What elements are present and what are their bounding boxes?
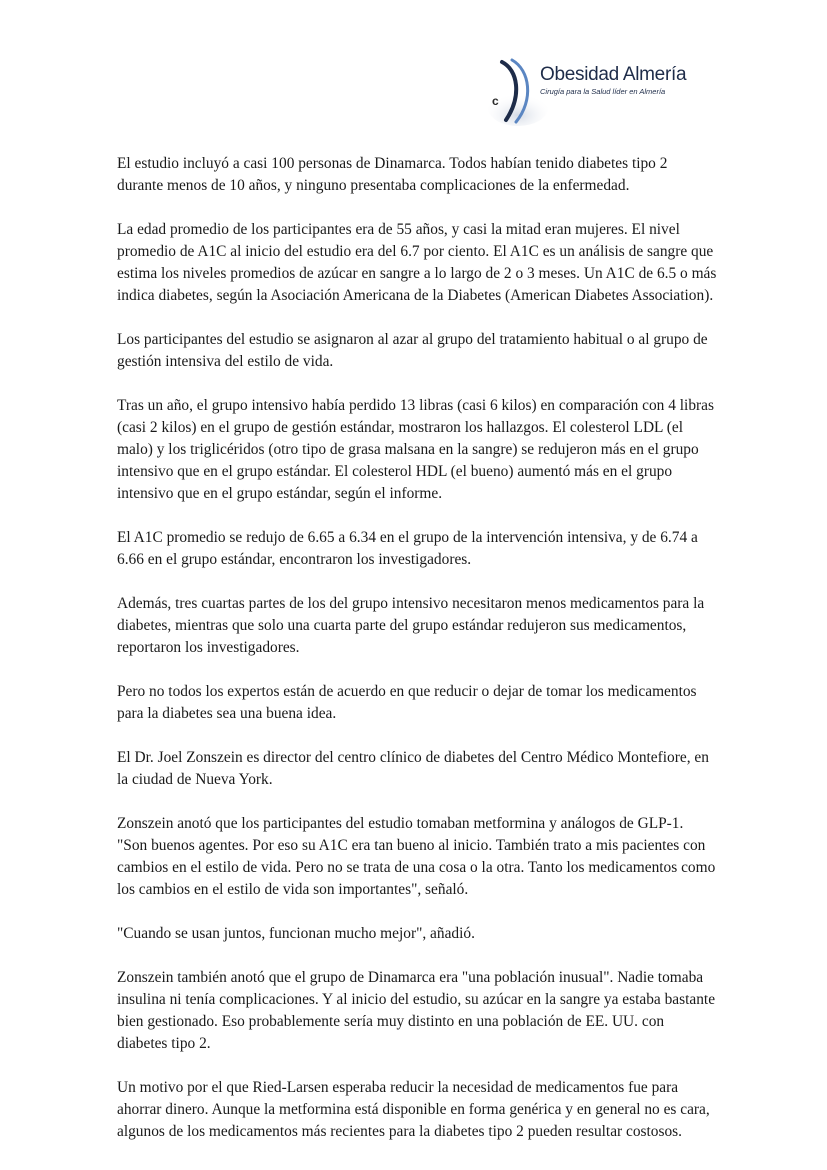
paragraph: Zonszein también anotó que el grupo de Dinamarca era "una población inusual". Nadie tomaba insulina ni tenía complicaciones. Y al inicio del estudio, su azúcar en la sangre ya estaba bastante bien gestionado. Eso probablemente sería muy distinto en una población de EE. UU. con diabetes tipo 2. [117,969,716,1052]
paragraph: Pero no todos los expertos están de acuerdo en que reducir o dejar de tomar los medicamentos para la diabetes sea una buena idea. [117,683,697,722]
paragraph: El Dr. Joel Zonszein es director del centro clínico de diabetes del Centro Médico Montefiore, en la ciudad de Nueva York. [117,749,709,788]
paragraph: El A1C promedio se redujo de 6.65 a 6.34 en el grupo de la intervención intensiva, y de 6.74 a 6.66 en el grupo estándar, encontraron los investigadores. [117,529,698,568]
paragraph: La edad promedio de los participantes era de 55 años, y casi la mitad eran mujeres. El nivel promedio de A1C al inicio del estudio era del 6.7 por ciento. El A1C es un análisis de sangre que estima los niveles promedios de azúcar en sangre a lo largo de 2 o 3 meses. Un A1C de 6.5 o más indica diabetes, según la Asociación Americana de la Diabetes (American Diabetes Association). [117,221,717,304]
paragraph: "Cuando se usan juntos, funcionan mucho mejor", añadió. [117,925,475,942]
paragraph: Además, tres cuartas partes de los del grupo intensivo necesitaron menos medicamentos para la diabetes, mientras que solo una cuarta parte del grupo estándar redujeron sus medicamentos, reportaron los investigadores. [117,595,705,656]
paragraph: Un motivo por el que Ried-Larsen esperaba reducir la necesidad de medicamentos fue para ahorrar dinero. Aunque la metformina está disponible en forma genérica y en general no es cara, algunos de los medicamentos más recientes para la diabetes tipo 2 pueden resultar costosos. [117,1079,710,1140]
paragraph: Zonszein anotó que los participantes del estudio tomaban metformina y análogos de GLP-1. "Son buenos agentes. Por eso su A1C era tan bueno al inicio. También trato a mis pacientes con cambios en el estilo de vida. Pero no se trata de una cosa o la otra. Tanto los medicamentos como los cambios en el estilo de vida son importantes", señaló. [117,815,716,898]
logo-title: Obesidad Almería [540,64,687,85]
paragraph: Tras un año, el grupo intensivo había perdido 13 libras (casi 6 kilos) en comparación con 4 libras (casi 2 kilos) en el grupo de gestión estándar, mostraron los hallazgos. El colesterol LDL (el malo) y los triglicéridos (otro tipo de grasa malsana en la sangre) se redujeron más en el grupo intensivo que en el grupo estándar. El colesterol HDL (el bueno) aumentó más en el grupo intensivo que en el grupo estándar, según el informe. [117,397,714,502]
logo-subtitle: Cirugía para la Salud líder en Almería [540,87,666,96]
paragraph: Los participantes del estudio se asignaron al azar al grupo del tratamiento habitual o al grupo de gestión intensiva del estilo de vida. [117,331,708,370]
logo-mark: c [492,94,499,108]
paragraph: El estudio incluyó a casi 100 personas de Dinamarca. Todos habían tenido diabetes tipo 2 durante menos de 10 años, y ninguno presentaba complicaciones de la enfermedad. [117,155,668,194]
article-body [117,153,717,1165]
brand-logo [488,56,688,126]
logo-swoosh-icon [488,56,548,126]
